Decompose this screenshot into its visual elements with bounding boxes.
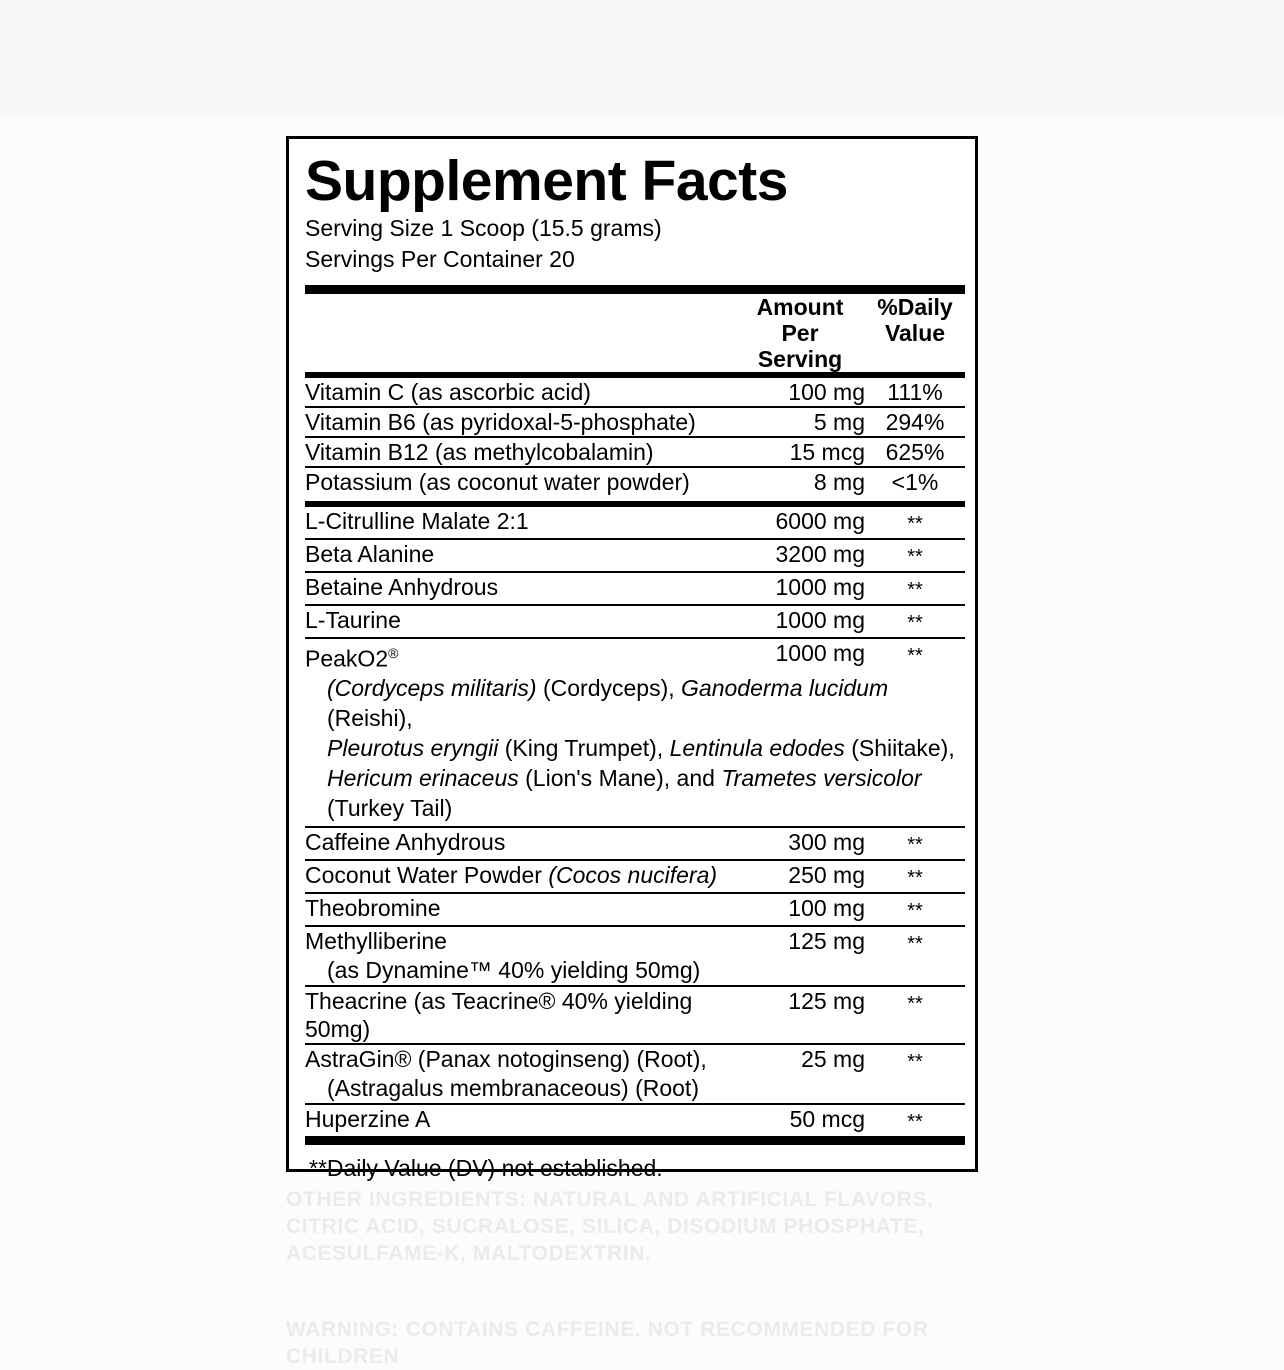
supplement-facts-panel	[286, 136, 978, 1181]
row-daily-value: **	[907, 546, 923, 568]
peako2-label: PeakO2	[305, 645, 389, 672]
row-amount: 125 mg	[788, 987, 865, 1014]
table-row	[305, 468, 965, 496]
page-title: Supplement Facts	[305, 149, 788, 213]
row-daily-value: **	[907, 992, 923, 1015]
row-daily-value: **	[907, 612, 923, 634]
registered-mark: ®	[388, 645, 399, 661]
row-label: AstraGin® (Panax notoginseng) (Root), (Astragalus membranaceous) (Root)	[305, 1045, 735, 1103]
row-label: Vitamin C (as ascorbic acid)	[305, 379, 591, 405]
row-label: Beta Alanine	[305, 541, 435, 567]
row-daily-value: **	[907, 866, 923, 889]
row-daily-value: **	[907, 1050, 923, 1073]
row-label: Vitamin B12 (as methylcobalamin)	[305, 439, 654, 465]
row-amount: 300 mg	[788, 828, 865, 855]
table-row	[305, 987, 965, 1043]
table-row	[305, 540, 965, 571]
row-label: L-Taurine	[305, 607, 401, 633]
divider-thick-top	[305, 285, 965, 294]
serving-size: Serving Size 1 Scoop (15.5 grams)	[305, 215, 662, 241]
row-label	[305, 639, 735, 673]
table-row	[305, 438, 965, 466]
header-spacer	[305, 294, 735, 372]
peako2-detail-row	[305, 673, 965, 826]
table-row	[305, 408, 965, 436]
row-daily-value: **	[907, 899, 923, 922]
row-amount: 1000 mg	[775, 607, 865, 633]
table-row	[305, 828, 965, 859]
table-row	[305, 573, 965, 604]
footnote-daily-value: **Daily Value (DV) not established.	[309, 1154, 663, 1181]
table-row	[305, 927, 965, 985]
servings-per-container: Servings Per Container 20	[305, 246, 575, 272]
divider-medium-mid	[305, 496, 965, 507]
row-label: Methylliberine (as Dynamine™ 40% yielding 50mg)	[305, 927, 735, 985]
row-daily-value: 294%	[885, 409, 945, 435]
row-label: Potassium (as coconut water powder)	[305, 469, 690, 495]
row-amount: 100 mg	[788, 379, 865, 405]
table-row	[305, 378, 965, 406]
row-amount: 50 mcg	[789, 1105, 865, 1132]
row-label: Huperzine A	[305, 1105, 431, 1132]
row-label: Caffeine Anhydrous	[305, 828, 506, 855]
table-row	[305, 639, 965, 673]
peako2-detail	[305, 673, 965, 826]
divider-thick-bottom	[305, 1136, 965, 1145]
other-ingredients-faded-text: OTHER INGREDIENTS: NATURAL AND ARTIFICIAL FLAVORS, CITRIC ACID, SUCRALOSE, SILICA, DISODIUM PHOSPHATE, ACESULFAME-K, MALTODEXTRIN.	[286, 1188, 934, 1265]
row-daily-value: **	[907, 579, 923, 601]
row-label: Coconut Water Powder (Cocos nucifera)	[305, 861, 718, 888]
row-daily-value: **	[907, 513, 923, 535]
table-row	[305, 861, 965, 892]
row-amount: 3200 mg	[775, 541, 865, 567]
header-amount-per-serving: Amount Per Serving	[756, 294, 844, 372]
row-daily-value: **	[907, 645, 923, 667]
row-label: L-Citrulline Malate 2:1	[305, 508, 529, 534]
row-label: Theobromine	[305, 894, 441, 921]
page-top-band	[0, 0, 1284, 116]
header-daily-value: %Daily Value	[877, 294, 953, 346]
table-row	[305, 1045, 965, 1103]
row-daily-value: **	[907, 1110, 923, 1133]
row-amount: 8 mg	[813, 469, 865, 495]
row-label: Betaine Anhydrous	[305, 574, 499, 600]
warning-faded-text: WARNING: CONTAINS CAFFEINE. NOT RECOMMENDED FOR CHILDREN	[286, 1318, 929, 1368]
table-header-row	[305, 294, 965, 372]
row-daily-value: <1%	[891, 469, 939, 495]
table-row	[305, 606, 965, 637]
row-amount: 15 mcg	[789, 439, 865, 465]
panel-inner	[305, 145, 965, 1183]
row-amount: 1000 mg	[775, 640, 865, 666]
row-amount: 1000 mg	[775, 574, 865, 600]
row-label: Theacrine (as Teacrine® 40% yielding 50mg)	[305, 987, 693, 1042]
row-amount: 5 mg	[813, 409, 865, 435]
astragin-sub: (Astragalus membranaceous) (Root)	[327, 1074, 699, 1101]
peako2-detail-line-1: (Cordyceps militaris) (Cordyceps), Ganoderma lucidum (Reishi),	[327, 674, 889, 731]
row-amount: 25 mg	[801, 1045, 865, 1072]
row-amount: 100 mg	[788, 894, 865, 921]
row-label: Vitamin B6 (as pyridoxal-5-phosphate)	[305, 409, 696, 435]
facts-table	[305, 294, 965, 1136]
row-amount: 250 mg	[788, 861, 865, 888]
peako2-detail-line-3: Hericum erinaceus (Lion's Mane), and Trametes versicolor (Turkey Tail)	[327, 764, 922, 821]
row-amount: 6000 mg	[775, 508, 865, 534]
row-daily-value: **	[907, 932, 923, 955]
row-amount: 125 mg	[788, 927, 865, 954]
methylliberine-sub: (as Dynamine™ 40% yielding 50mg)	[327, 956, 701, 983]
row-daily-value: 111%	[887, 379, 943, 405]
table-row	[305, 1105, 965, 1136]
peako2-detail-line-2: Pleurotus eryngii (King Trumpet), Lentinula edodes (Shiitake),	[327, 734, 955, 761]
table-row	[305, 507, 965, 538]
row-daily-value: **	[907, 833, 923, 856]
row-daily-value: 625%	[885, 439, 945, 465]
table-row	[305, 894, 965, 925]
